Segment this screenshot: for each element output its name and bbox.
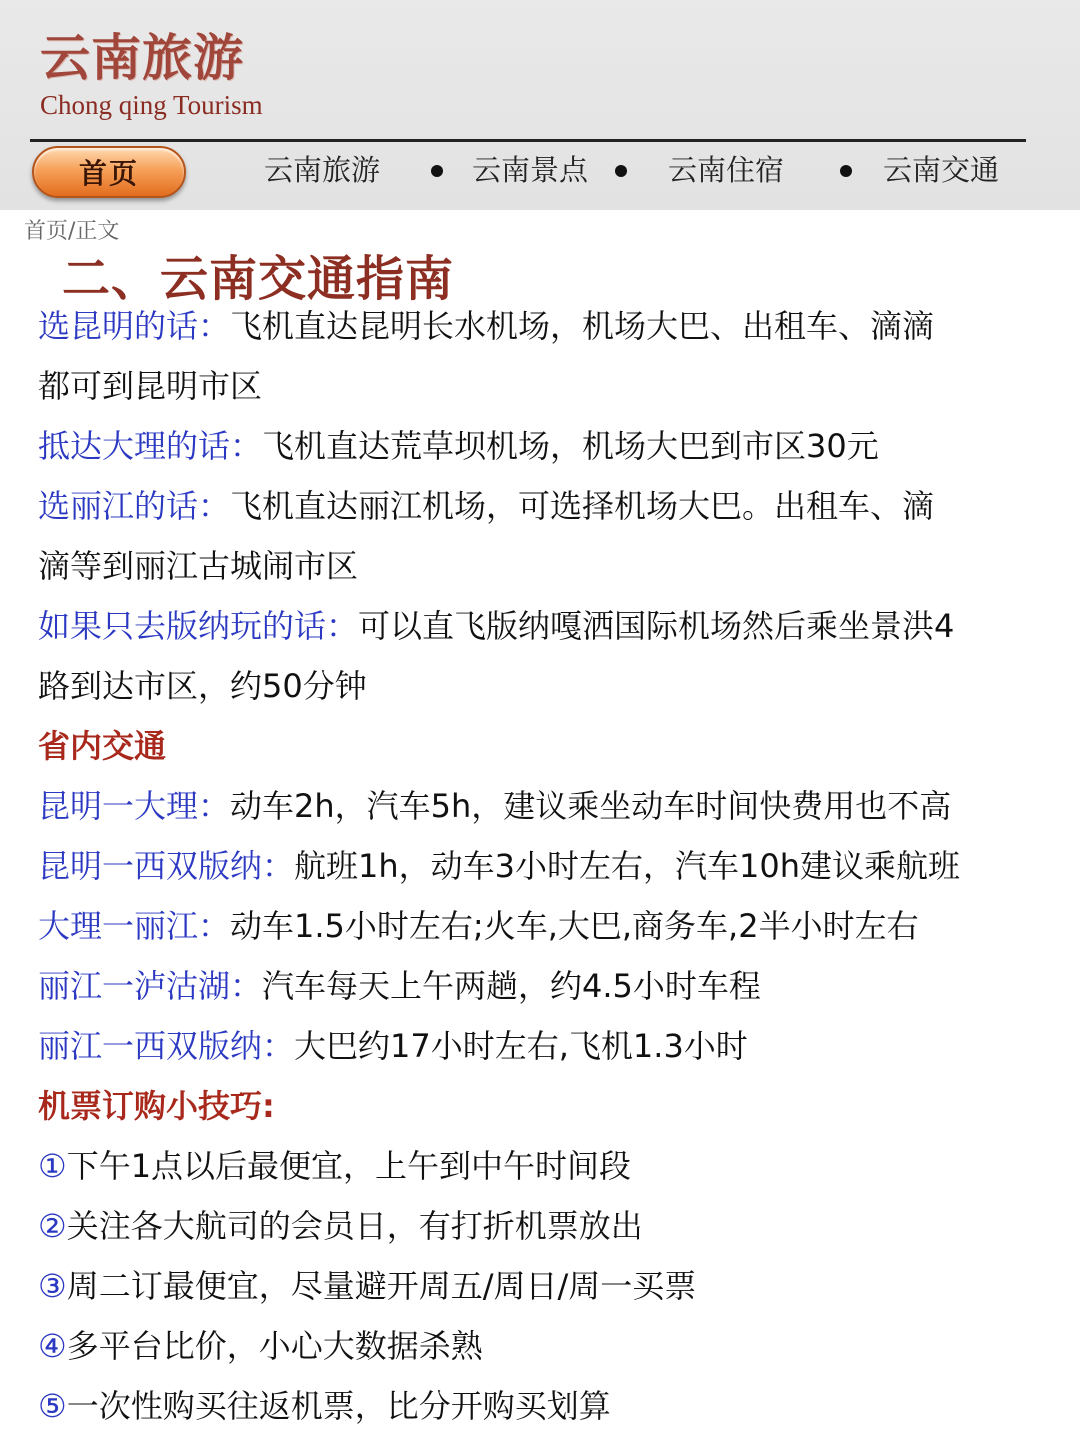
provincial-route xyxy=(38,1016,1078,1076)
tip-item xyxy=(38,1316,1078,1376)
route-text: 可以直飞版纳嘎洒国际机场然后乘坐景洪4 xyxy=(358,607,955,645)
home-button[interactable]: 首页 xyxy=(32,146,186,198)
arrival-route-dali xyxy=(38,416,1078,476)
tip-text: 多平台比价，小心大数据杀熟 xyxy=(66,1327,483,1365)
route-text: 汽车每天上午两趟，约4.5小时车程 xyxy=(262,967,761,1005)
route-text: 航班1h，动车3小时左右，汽车10h建议乘航班 xyxy=(294,847,961,885)
site-title: 云南旅游 xyxy=(40,28,244,87)
tip-number: ⑤ xyxy=(38,1387,67,1425)
arrival-route-lijiang-cont xyxy=(38,536,1078,596)
arrival-route-lijiang xyxy=(38,476,1078,536)
tip-text: 周二订最便宜，尽量避开周五/周日/周一买票 xyxy=(66,1267,697,1305)
route-text: 滴等到丽江古城闹市区 xyxy=(38,547,359,585)
nav-item-yunnan-travel[interactable]: 云南旅游 xyxy=(264,153,381,187)
nav-bullet-dot xyxy=(840,165,852,177)
route-label: 昆明一大理： xyxy=(38,787,231,825)
nav-bullet-dot xyxy=(431,165,443,177)
tip-text: 下午1点以后最便宜，上午到中午时间段 xyxy=(66,1147,632,1185)
tip-item xyxy=(38,1196,1078,1256)
route-label: 昆明一西双版纳： xyxy=(38,847,295,885)
route-text: 大巴约17小时左右,飞机1.3小时 xyxy=(294,1027,748,1065)
provincial-heading: 省内交通 xyxy=(38,727,167,765)
page-title: 二、云南交通指南 xyxy=(62,251,455,307)
nav-bullet-dot xyxy=(615,165,627,177)
nav-item-yunnan-attractions[interactable]: 云南景点 xyxy=(472,153,589,187)
arrival-route-kunming xyxy=(38,296,1078,356)
tip-number: ④ xyxy=(38,1327,67,1365)
nav-item-yunnan-transport[interactable]: 云南交通 xyxy=(883,153,1000,187)
breadcrumb[interactable]: 首页/正文 xyxy=(24,219,120,244)
provincial-route xyxy=(38,896,1078,956)
route-label: 选昆明的话： xyxy=(38,307,231,345)
tip-item xyxy=(38,1256,1078,1316)
header-divider xyxy=(30,139,1026,142)
route-label: 大理一丽江： xyxy=(38,907,231,945)
tip-text: 关注各大航司的会员日，有打折机票放出 xyxy=(66,1207,643,1245)
article-body xyxy=(38,296,1078,1436)
arrival-route-banna-cont xyxy=(38,656,1078,716)
tip-number: ③ xyxy=(38,1267,67,1305)
tip-text: 一次性购买往返机票，比分开购买划算 xyxy=(66,1387,611,1425)
tip-item xyxy=(38,1136,1078,1196)
tips-heading: 机票订购小技巧: xyxy=(38,1087,275,1125)
tip-number: ① xyxy=(38,1147,67,1185)
site-subtitle: Chong qing Tourism xyxy=(40,90,263,120)
arrival-route-banna xyxy=(38,596,1078,656)
route-text: 飞机直达荒草坝机场，机场大巴到市区30元 xyxy=(262,427,879,465)
provincial-route xyxy=(38,776,1078,836)
route-label: 选丽江的话： xyxy=(38,487,231,525)
site-header xyxy=(0,0,1080,210)
route-text: 都可到昆明市区 xyxy=(38,367,263,405)
route-label: 如果只去版纳玩的话： xyxy=(38,607,359,645)
route-label: 丽江一西双版纳： xyxy=(38,1027,295,1065)
provincial-route xyxy=(38,836,1078,896)
route-text: 路到达市区，约50分钟 xyxy=(38,667,367,705)
route-text: 动车2h，汽车5h，建议乘坐动车时间快费用也不高 xyxy=(230,787,952,825)
tip-number: ② xyxy=(38,1207,67,1245)
route-text: 飞机直达昆明长水机场，机场大巴、出租车、滴滴 xyxy=(230,307,935,345)
route-text: 动车1.5小时左右;火车,大巴,商务车,2半小时左右 xyxy=(230,907,919,945)
nav-item-yunnan-lodging[interactable]: 云南住宿 xyxy=(668,153,785,187)
tip-item xyxy=(38,1376,1078,1436)
route-text: 飞机直达丽江机场，可选择机场大巴。出租车、滴 xyxy=(230,487,935,525)
arrival-route-kunming-cont xyxy=(38,356,1078,416)
route-label: 丽江一泸沽湖： xyxy=(38,967,263,1005)
route-label: 抵达大理的话： xyxy=(38,427,263,465)
provincial-route xyxy=(38,956,1078,1016)
